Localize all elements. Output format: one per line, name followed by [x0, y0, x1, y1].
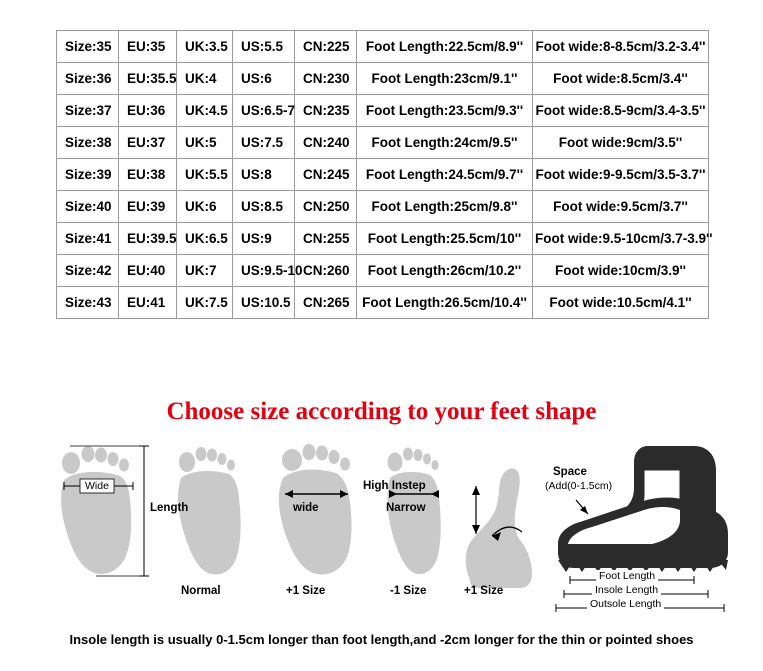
label-high-instep: High Instep	[363, 480, 426, 492]
cell-foot-wide: Foot wide:8.5cm/3.4''	[533, 63, 709, 95]
cell-cn: CN:250	[295, 191, 357, 223]
cell-foot-wide: Foot wide:10.5cm/4.1''	[533, 287, 709, 319]
cell-us: US:5.5	[233, 31, 295, 63]
measure-foot-graphic	[61, 446, 149, 576]
cell-eu: EU:35	[119, 31, 177, 63]
label-wide-measure: Wide	[85, 480, 109, 492]
label-space-line1: Space	[553, 466, 587, 478]
cell-foot-wide: Foot wide:9.5cm/3.7''	[533, 191, 709, 223]
cell-uk: UK:4.5	[177, 95, 233, 127]
caption-high-instep: +1 Size	[464, 585, 504, 597]
table-row	[57, 159, 709, 191]
cell-cn: CN:245	[295, 159, 357, 191]
caption-normal: Normal	[181, 585, 221, 597]
cell-foot-wide: Foot wide:9-9.5cm/3.5-3.7''	[533, 159, 709, 191]
cell-foot-length: Foot Length:26.5cm/10.4''	[357, 287, 533, 319]
label-length-measure: Length	[150, 502, 189, 514]
page-title: Choose size according to your feet shape	[166, 398, 597, 425]
cell-cn: CN:265	[295, 287, 357, 319]
cell-eu: EU:40	[119, 255, 177, 287]
cell-eu: EU:39.5	[119, 223, 177, 255]
cell-us: US:7.5	[233, 127, 295, 159]
cell-foot-length: Foot Length:25.5cm/10''	[357, 223, 533, 255]
cell-uk: UK:7	[177, 255, 233, 287]
label-outsole-length: Outsole Length	[587, 598, 664, 610]
cell-foot-length: Foot Length:24cm/9.5''	[357, 127, 533, 159]
cell-eu: EU:38	[119, 159, 177, 191]
footer-note: Insole length is usually 0-1.5cm longer than foot length,and -2cm longer for the thin or pointed shoes	[69, 632, 694, 647]
cell-foot-wide: Foot wide:9cm/3.5''	[533, 127, 709, 159]
table-row	[57, 255, 709, 287]
cell-uk: UK:3.5	[177, 31, 233, 63]
label-space-line2: (Add(0-1.5cm)	[545, 480, 613, 492]
cell-uk: UK:5.5	[177, 159, 233, 191]
cell-eu: EU:35.5	[119, 63, 177, 95]
table-row	[57, 95, 709, 127]
cell-uk: UK:7.5	[177, 287, 233, 319]
table-row	[57, 63, 709, 95]
cell-foot-length: Foot Length:24.5cm/9.7''	[357, 159, 533, 191]
label-foot-length: Foot Length	[596, 570, 658, 582]
size-table-container	[56, 30, 713, 319]
caption-narrow: -1 Size	[390, 585, 427, 597]
cell-us: US:6	[233, 63, 295, 95]
cell-cn: CN:230	[295, 63, 357, 95]
cell-eu: EU:36	[119, 95, 177, 127]
cell-foot-length: Foot Length:25cm/9.8''	[357, 191, 533, 223]
cell-uk: UK:5	[177, 127, 233, 159]
cell-foot-length: Foot Length:26cm/10.2''	[357, 255, 533, 287]
label-insole-length: Insole Length	[592, 584, 661, 596]
cell-us: US:8	[233, 159, 295, 191]
cell-foot-length: Foot Length:23cm/9.1''	[357, 63, 533, 95]
table-row	[57, 127, 709, 159]
caption-wide: +1 Size	[286, 585, 326, 597]
cell-size: Size:37	[57, 95, 119, 127]
label-narrow-tag: Narrow	[386, 502, 426, 514]
cell-uk: UK:6.5	[177, 223, 233, 255]
cell-size: Size:43	[57, 287, 119, 319]
cell-size: Size:41	[57, 223, 119, 255]
cell-foot-length: Foot Length:22.5cm/8.9''	[357, 31, 533, 63]
cell-cn: CN:255	[295, 223, 357, 255]
cell-uk: UK:6	[177, 191, 233, 223]
cell-cn: CN:225	[295, 31, 357, 63]
cell-size: Size:35	[57, 31, 119, 63]
feet-shape-diagram	[40, 440, 730, 620]
cell-foot-wide: Foot wide:9.5-10cm/3.7-3.9''	[533, 223, 709, 255]
cell-cn: CN:235	[295, 95, 357, 127]
cell-size: Size:40	[57, 191, 119, 223]
cell-foot-wide: Foot wide:8-8.5cm/3.2-3.4''	[533, 31, 709, 63]
cell-foot-wide: Foot wide:8.5-9cm/3.4-3.5''	[533, 95, 709, 127]
cell-eu: EU:41	[119, 287, 177, 319]
cell-size: Size:42	[57, 255, 119, 287]
table-row	[57, 31, 709, 63]
cell-size: Size:38	[57, 127, 119, 159]
label-wide-tag: wide	[293, 502, 319, 514]
cell-foot-wide: Foot wide:10cm/3.9''	[533, 255, 709, 287]
cell-eu: EU:37	[119, 127, 177, 159]
cell-foot-length: Foot Length:23.5cm/9.3''	[357, 95, 533, 127]
cell-size: Size:39	[57, 159, 119, 191]
cell-cn: CN:240	[295, 127, 357, 159]
cell-cn: CN:260	[295, 255, 357, 287]
cell-us: US:9	[233, 223, 295, 255]
cell-eu: EU:39	[119, 191, 177, 223]
size-table	[56, 30, 713, 319]
table-row	[57, 191, 709, 223]
cell-us: US:8.5	[233, 191, 295, 223]
cell-us: US:9.5-10	[233, 255, 295, 287]
high-instep-foot-graphic	[466, 469, 532, 588]
cell-uk: UK:4	[177, 63, 233, 95]
table-row	[57, 287, 709, 319]
table-row	[57, 223, 709, 255]
cell-size: Size:36	[57, 63, 119, 95]
size-table-body	[57, 31, 713, 319]
cell-us: US:10.5	[233, 287, 295, 319]
cell-us: US:6.5-7	[233, 95, 295, 127]
